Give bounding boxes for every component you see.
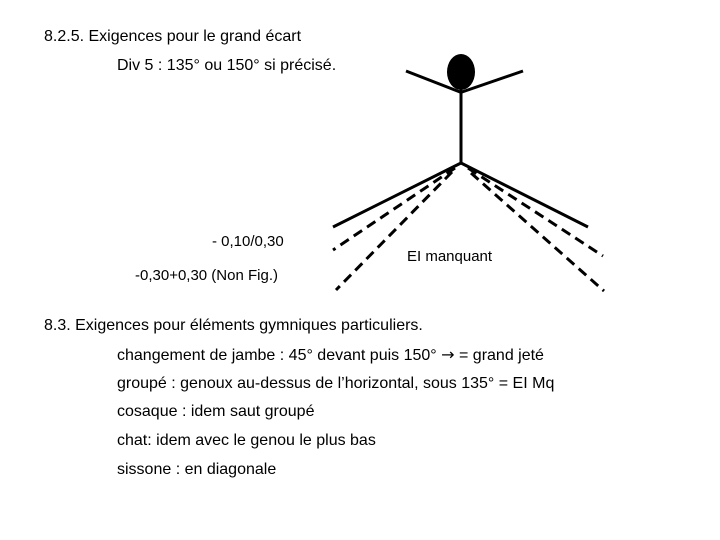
right-leg-solid xyxy=(461,163,588,227)
left-leg-dashed-2 xyxy=(336,172,452,290)
missing-element-label: EI manquant xyxy=(407,248,493,265)
right-arrow-icon: → xyxy=(441,345,455,364)
item-text: changement de jambe : 45° devant puis 150° xyxy=(117,347,437,364)
section-heading-825: 8.2.5. Exigences pour le grand écart xyxy=(44,28,302,45)
right-leg-dashed-2 xyxy=(471,173,604,291)
section-subheading-div5: Div 5 : 135° ou 150° si précisé. xyxy=(117,57,337,74)
list-item-sissone: sissone : en diagonale xyxy=(117,461,277,478)
section-heading-83: 8.3. Exigences pour éléments gymniques particuliers. xyxy=(44,317,423,334)
left-leg-solid xyxy=(333,163,461,227)
deduction-large-label: -0,30+0,30 (Non Fig.) xyxy=(135,267,278,284)
item-text-result: = grand jeté xyxy=(459,347,544,364)
list-item-changement-de-jambe xyxy=(117,345,544,366)
left-leg-dashed-1 xyxy=(333,168,455,250)
list-item-chat: chat: idem avec le genou le plus bas xyxy=(117,432,376,449)
gymnast-head xyxy=(447,54,475,90)
list-item-cosaque: cosaque : idem saut groupé xyxy=(117,403,315,420)
list-item-groupe: groupé : genoux au-dessus de l’horizontal, sous 135° = EI Mq xyxy=(117,375,555,392)
deduction-small-label: - 0,10/0,30 xyxy=(212,233,284,250)
right-leg-dashed-1 xyxy=(468,168,603,256)
